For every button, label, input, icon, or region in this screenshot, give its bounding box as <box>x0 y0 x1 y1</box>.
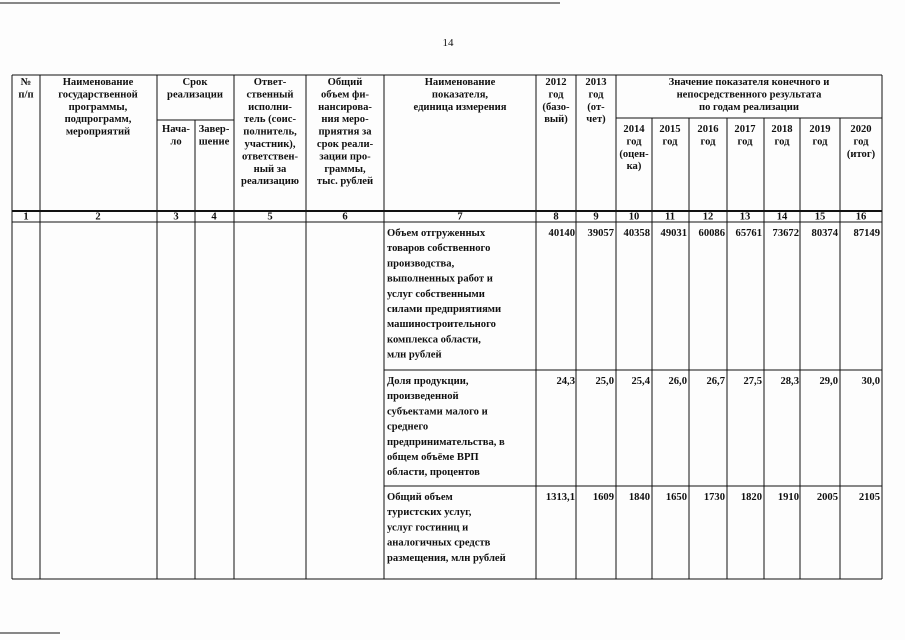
indicator-name: среднего <box>387 421 429 433</box>
header-col-fin: граммы, <box>324 163 366 175</box>
column-number-row <box>23 212 866 223</box>
indicator-name: машиностроительного <box>387 319 496 331</box>
header-col-name: Наименование <box>62 77 134 88</box>
indicator-value: 26,7 <box>706 376 725 387</box>
table-header <box>18 77 875 187</box>
indicator-value: 1820 <box>740 492 762 503</box>
column-number: 2 <box>95 211 101 223</box>
indicator-name: услуг собственными <box>387 288 485 300</box>
header-col-term: Срок <box>182 77 208 88</box>
indicator-value: 1609 <box>592 492 614 503</box>
indicator-value: 39057 <box>587 228 614 239</box>
header-year-2016: год <box>700 136 716 148</box>
indicator-name: Общий объем <box>387 492 453 503</box>
header-col-fin: Общий <box>327 77 363 88</box>
indicator-value: 1650 <box>665 492 687 503</box>
header-col-num: № <box>20 77 32 88</box>
header-col-2012: (базо- <box>542 101 570 113</box>
indicator-name: туристских услуг, <box>387 507 472 519</box>
header-col-resp: ственный <box>246 89 294 101</box>
header-col-2013: 2013 <box>585 77 607 88</box>
column-number: 6 <box>342 211 348 223</box>
column-number: 4 <box>211 211 217 223</box>
header-col-name: программы, <box>68 101 128 113</box>
header-col-resp: полнитель, <box>243 126 297 138</box>
header-col-values-title: Значение показателя конечного и <box>668 77 830 88</box>
indicator-name: услуг гостиниц и <box>387 522 469 534</box>
indicator-name: силами предприятиями <box>387 304 502 315</box>
header-col-2013: чет) <box>586 114 606 126</box>
column-number: 5 <box>267 211 273 223</box>
indicator-value: 24,3 <box>556 376 575 387</box>
indicator-name: млн рублей <box>387 349 442 361</box>
indicator-value: 40358 <box>623 228 650 239</box>
header-col-fin: тыс. рублей <box>316 176 374 188</box>
page-number: 14 <box>442 37 454 49</box>
header-col-fin: зации про- <box>319 151 371 163</box>
table-row <box>387 228 880 361</box>
header-col-indicator: единица измерения <box>413 101 507 113</box>
header-col-resp: ответствен- <box>241 151 299 163</box>
column-number: 8 <box>553 211 559 223</box>
indicator-value: 25,4 <box>631 376 650 387</box>
header-year-2016: 2016 <box>697 124 719 135</box>
indicator-value: 80374 <box>811 228 838 239</box>
header-year-2019: 2019 <box>809 124 831 135</box>
header-col-resp: тель (соис- <box>244 114 296 126</box>
header-year-2020: год <box>853 136 869 148</box>
header-year-2014: (оцен- <box>619 148 649 160</box>
header-year-2014: год <box>626 136 642 148</box>
column-number: 11 <box>664 211 676 223</box>
header-col-resp: исполни- <box>248 101 292 113</box>
header-year-2017: 2017 <box>734 124 756 135</box>
indicator-value: 2005 <box>816 492 838 503</box>
indicator-name: производства, <box>387 258 455 270</box>
indicator-value: 26,0 <box>668 376 687 387</box>
indicator-value: 28,3 <box>780 376 799 387</box>
indicator-value: 29,0 <box>819 376 838 387</box>
header-col-fin: нансирова- <box>318 101 372 113</box>
header-year-2020: 2020 <box>850 124 872 135</box>
header-col-term-end: шение <box>198 136 230 148</box>
header-col-fin: объем фи- <box>320 89 370 101</box>
header-col-num: п/п <box>18 89 34 101</box>
header-col-fin: срок реали- <box>316 139 374 150</box>
header-year-2014: 2014 <box>623 124 645 135</box>
column-number: 15 <box>814 211 826 223</box>
header-year-2015: 2015 <box>659 124 681 135</box>
column-number: 7 <box>457 211 463 223</box>
header-col-2013: (от- <box>587 101 605 113</box>
indicator-name: субъектами малого и <box>387 406 488 418</box>
header-col-2012: вый) <box>544 114 568 126</box>
header-year-2015: год <box>662 136 678 148</box>
table-body <box>387 228 880 564</box>
header-year-2014: ка) <box>626 161 642 173</box>
indicator-name: произведенной <box>387 391 459 403</box>
header-col-name: государственной <box>58 89 138 101</box>
indicator-value: 1910 <box>777 492 799 503</box>
indicator-value: 87149 <box>853 228 880 239</box>
indicator-value: 27,5 <box>743 376 762 387</box>
header-col-term-end: Завер- <box>198 124 230 135</box>
indicator-value: 73672 <box>772 228 799 239</box>
header-col-values-title: непосредственного результата <box>676 89 822 101</box>
header-col-2012: год <box>548 89 564 101</box>
table-row <box>387 376 880 478</box>
header-col-2012: 2012 <box>545 77 567 88</box>
indicator-value: 60086 <box>698 228 725 239</box>
header-col-resp: ный за <box>253 163 287 175</box>
column-number: 10 <box>628 211 640 223</box>
table-row <box>387 492 880 564</box>
indicator-name: Доля продукции, <box>387 376 469 387</box>
indicator-name: области, процентов <box>387 467 480 479</box>
column-number: 12 <box>702 211 714 223</box>
indicator-name: общем объёме ВРП <box>387 452 479 463</box>
column-number: 16 <box>855 211 867 223</box>
header-col-indicator: Наименование <box>424 77 496 88</box>
indicator-name: аналогичных средств <box>387 537 491 549</box>
indicator-value: 25,0 <box>595 376 614 387</box>
column-number: 1 <box>23 211 29 223</box>
indicator-value: 1313,1 <box>545 492 575 503</box>
indicator-name: комплекса области, <box>387 334 481 346</box>
header-year-2018: 2018 <box>771 124 793 135</box>
column-number: 3 <box>173 211 179 223</box>
indicator-value: 1840 <box>628 492 650 503</box>
header-col-term-start: ло <box>170 136 182 148</box>
indicator-name: предпринимательства, в <box>387 436 505 448</box>
column-number: 9 <box>593 211 599 223</box>
header-year-2017: год <box>737 136 753 148</box>
header-col-term: реализации <box>167 89 223 101</box>
header-col-resp: реализацию <box>241 176 299 188</box>
header-year-2018: год <box>774 136 790 148</box>
indicator-value: 65761 <box>735 228 762 239</box>
indicator-name: размещения, млн рублей <box>387 552 506 564</box>
indicator-name: Объем отгруженных <box>387 228 486 239</box>
indicator-value: 40140 <box>548 228 575 239</box>
header-year-2020: (итог) <box>846 148 876 160</box>
header-col-indicator: показателя, <box>431 89 489 101</box>
indicator-value: 1730 <box>703 492 725 503</box>
header-col-fin: приятия за <box>318 126 372 138</box>
header-col-2013: год <box>588 89 604 101</box>
header-col-resp: Ответ- <box>253 77 287 88</box>
indicator-name: выполненных работ и <box>387 273 493 285</box>
indicator-value: 30,0 <box>861 376 880 387</box>
header-col-name: мероприятий <box>65 126 131 138</box>
column-number: 14 <box>776 211 788 223</box>
header-col-resp: участник), <box>244 139 296 150</box>
indicator-value: 2105 <box>858 492 880 503</box>
header-year-2019: год <box>812 136 828 148</box>
header-col-values-title: по годам реализации <box>698 101 800 113</box>
header-col-name: подпрограмм, <box>64 114 132 126</box>
indicator-name: товаров собственного <box>387 243 491 255</box>
column-number: 13 <box>739 211 751 223</box>
header-col-fin: ния меро- <box>321 114 369 126</box>
header-col-term-start: Нача- <box>162 124 190 135</box>
indicator-value: 49031 <box>660 228 687 239</box>
